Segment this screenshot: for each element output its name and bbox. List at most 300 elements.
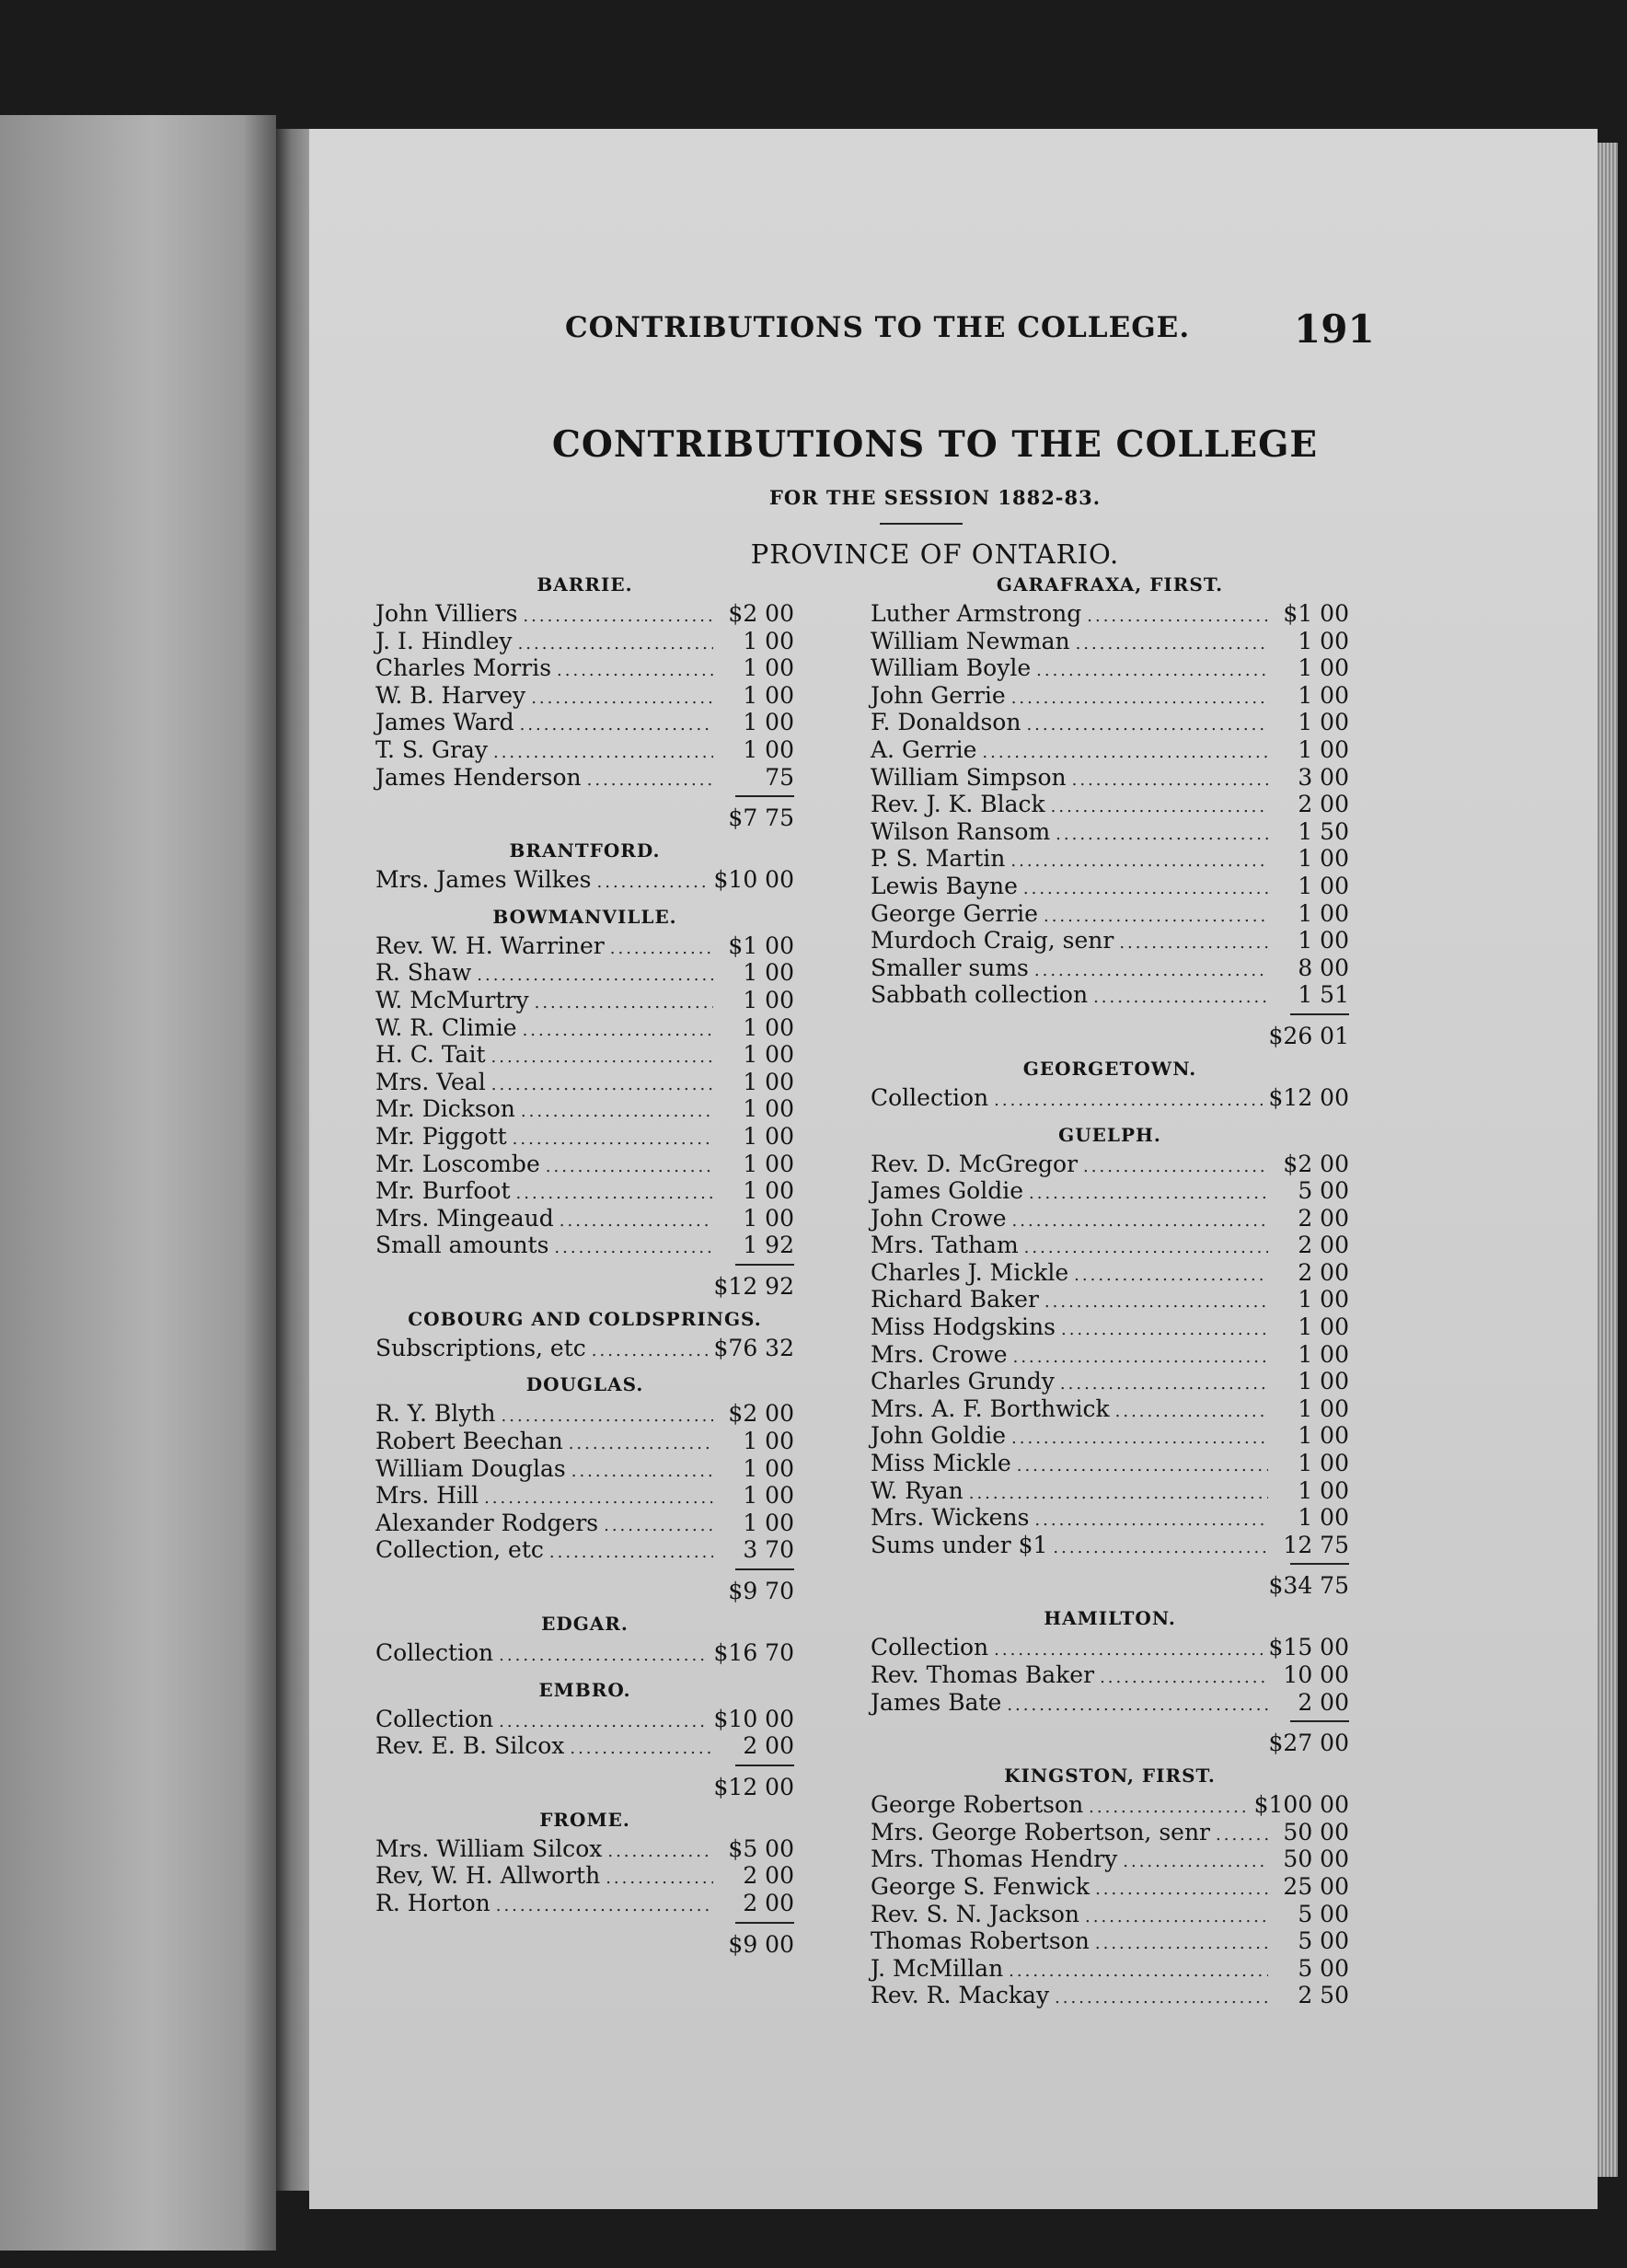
contribution-amount: 1 00 bbox=[1298, 1313, 1349, 1341]
contributor-name: R. Shaw bbox=[375, 959, 472, 987]
contribution-amount: 2 00 bbox=[1298, 791, 1349, 818]
section-heading: BARRIE. bbox=[537, 573, 633, 596]
contribution-row bbox=[871, 1151, 1349, 1178]
contribution-amount: 2 00 bbox=[743, 1862, 794, 1890]
contribution-amount: 1 00 bbox=[1298, 1394, 1349, 1422]
contribution-amount: 5 00 bbox=[1298, 1900, 1349, 1927]
contribution-amount: $2 00 bbox=[728, 600, 794, 627]
section-total: $26 01 bbox=[1268, 1022, 1349, 1049]
contribution-amount: 2 00 bbox=[1298, 1688, 1349, 1716]
contribution-row bbox=[871, 1205, 1349, 1232]
running-head: CONTRIBUTIONS TO THE COLLEGE. bbox=[565, 311, 1191, 344]
total-rule bbox=[871, 1558, 1349, 1569]
section-total: $27 00 bbox=[1268, 1730, 1349, 1757]
contribution-row bbox=[871, 1450, 1349, 1477]
total-rule bbox=[375, 1259, 794, 1270]
contribution-amount: 1 00 bbox=[743, 1122, 794, 1150]
contributor-name: John Villiers bbox=[375, 600, 518, 627]
contribution-amount: 1 00 bbox=[743, 1041, 794, 1069]
contribution-amount: 2 00 bbox=[743, 1732, 794, 1760]
contribution-amount: 1 00 bbox=[1298, 1422, 1349, 1450]
dot-leader bbox=[1115, 1398, 1268, 1426]
contributor-name: R. Horton bbox=[375, 1890, 490, 1916]
contribution-amount: $10 00 bbox=[713, 1705, 794, 1732]
contributor-name: Rev. W. H. Warriner bbox=[375, 932, 605, 959]
contribution-row bbox=[375, 1428, 794, 1455]
contribution-amount: 1 00 bbox=[743, 986, 794, 1013]
contributor-name: Collection bbox=[375, 1705, 494, 1732]
session-subtitle: FOR THE SESSION 1882-83. bbox=[768, 486, 1102, 509]
contribution-amount: 5 00 bbox=[1298, 1927, 1349, 1955]
contribution-row bbox=[871, 736, 1349, 764]
contribution-row bbox=[375, 1890, 794, 1917]
dot-leader bbox=[1036, 657, 1268, 685]
section-heading: COBOURG AND COLDSPRINGS. bbox=[408, 1307, 762, 1330]
contribution-row bbox=[871, 1819, 1349, 1846]
contribution-row bbox=[375, 1014, 794, 1042]
page-edges bbox=[1598, 143, 1618, 2177]
contributor-name: Mrs. A. F. Borthwick bbox=[871, 1394, 1110, 1422]
contribution-amount: 1 00 bbox=[1298, 709, 1349, 736]
contributor-name: Collection bbox=[871, 1634, 989, 1661]
total-rule bbox=[375, 1917, 794, 1928]
contribution-amount: 1 92 bbox=[743, 1232, 794, 1259]
dot-leader bbox=[1010, 848, 1268, 875]
contribution-row bbox=[871, 981, 1349, 1009]
dot-leader bbox=[531, 685, 713, 712]
dot-leader bbox=[518, 631, 713, 658]
contributor-name: Mrs. James Wilkes bbox=[375, 866, 592, 894]
contribution-row bbox=[871, 1313, 1349, 1341]
contributor-name: Mr. Dickson bbox=[375, 1095, 515, 1123]
contributor-name: Sabbath collection bbox=[871, 981, 1089, 1009]
contributor-name: W. B. Harvey bbox=[375, 681, 526, 709]
contribution-amount: 1 00 bbox=[743, 1454, 794, 1482]
contribution-row bbox=[871, 1634, 1349, 1661]
contribution-row bbox=[375, 987, 794, 1014]
contribution-row bbox=[871, 1532, 1349, 1559]
contributor-name: Miss Hodgskins bbox=[871, 1313, 1056, 1341]
contribution-amount: 12 75 bbox=[1283, 1531, 1349, 1558]
contribution-amount: 2 00 bbox=[1298, 1204, 1349, 1232]
contribution-row bbox=[871, 1661, 1349, 1689]
contributor-name: Rev. Thomas Baker bbox=[871, 1661, 1095, 1688]
dot-leader bbox=[523, 603, 713, 631]
contributor-name: Charles Grundy bbox=[871, 1368, 1055, 1395]
section-total: $12 92 bbox=[713, 1272, 794, 1300]
contributor-name: Mrs. William Silcox bbox=[375, 1834, 603, 1862]
contributor-name: Collection bbox=[375, 1639, 494, 1667]
contribution-row bbox=[375, 600, 794, 628]
contribution-amount: 50 00 bbox=[1283, 1846, 1349, 1873]
contributor-name: James Ward bbox=[375, 709, 514, 736]
contributor-name: Mrs. Crowe bbox=[871, 1340, 1008, 1368]
contribution-amount: $5 00 bbox=[728, 1834, 794, 1862]
dot-leader bbox=[606, 1865, 713, 1892]
contribution-amount: 1 00 bbox=[743, 1068, 794, 1095]
contribution-amount: $76 32 bbox=[713, 1334, 794, 1361]
contribution-amount: 1 00 bbox=[743, 1428, 794, 1455]
dot-leader bbox=[1023, 875, 1268, 903]
dot-leader bbox=[1029, 1180, 1268, 1208]
contributor-name: Rev. R. Mackay bbox=[871, 1982, 1050, 2009]
total-rule bbox=[871, 1716, 1349, 1727]
dot-leader bbox=[1085, 1904, 1268, 1931]
contributor-name: P. S. Martin bbox=[871, 845, 1006, 873]
contribution-row bbox=[375, 1041, 794, 1069]
contribution-amount: 2 00 bbox=[1298, 1258, 1349, 1286]
contributor-name: Mrs. Thomas Hendry bbox=[871, 1846, 1118, 1873]
contributor-name: Wilson Ransom bbox=[871, 817, 1051, 845]
contributor-name: W. Ryan bbox=[871, 1476, 964, 1504]
dot-leader bbox=[1026, 712, 1268, 739]
dot-leader bbox=[520, 712, 713, 739]
dot-leader bbox=[571, 1458, 713, 1486]
dot-leader bbox=[1119, 930, 1268, 957]
total-rule bbox=[871, 1009, 1349, 1020]
contribution-amount: 1 00 bbox=[743, 1177, 794, 1205]
contribution-amount: 1 00 bbox=[743, 709, 794, 736]
dot-leader bbox=[1044, 1289, 1268, 1316]
contribution-row bbox=[871, 927, 1349, 955]
facing-page bbox=[0, 115, 276, 2251]
contribution-amount: $15 00 bbox=[1268, 1634, 1349, 1661]
contributor-name: Luther Armstrong bbox=[871, 600, 1082, 627]
section-heading: GUELPH. bbox=[1058, 1123, 1161, 1146]
contribution-row bbox=[375, 1400, 794, 1428]
dot-leader bbox=[1024, 1234, 1268, 1262]
section-total: $7 75 bbox=[728, 804, 794, 832]
section-heading: DOUGLAS. bbox=[525, 1373, 644, 1396]
total-rule bbox=[375, 791, 794, 802]
contribution-row bbox=[871, 900, 1349, 928]
contribution-amount: 1 00 bbox=[743, 1204, 794, 1232]
total-rule bbox=[375, 1760, 794, 1771]
contribution-row bbox=[375, 709, 794, 736]
left-column bbox=[375, 569, 794, 1961]
contribution-amount: 2 50 bbox=[1298, 1982, 1349, 2009]
dot-leader bbox=[496, 1892, 713, 1920]
contribution-amount: $2 00 bbox=[1283, 1150, 1349, 1177]
dot-leader bbox=[1089, 1794, 1248, 1822]
contributor-name: Rev. J. K. Black bbox=[871, 791, 1045, 818]
contribution-row bbox=[375, 866, 794, 894]
contribution-row bbox=[375, 1095, 794, 1123]
contributor-name: Rev. E. B. Silcox bbox=[375, 1732, 565, 1760]
dot-leader bbox=[1017, 1452, 1268, 1480]
contribution-row bbox=[871, 764, 1349, 792]
contributor-name: R. Y. Blyth bbox=[375, 1400, 496, 1428]
contributor-name: W. McMurtry bbox=[375, 986, 529, 1013]
section-heading: GARAFRAXA, FIRST. bbox=[996, 573, 1224, 596]
contribution-amount: $16 70 bbox=[713, 1639, 794, 1667]
dot-leader bbox=[1072, 767, 1268, 794]
contribution-amount: 75 bbox=[765, 763, 794, 791]
contribution-amount: 3 00 bbox=[1298, 763, 1349, 791]
contribution-amount: 1 50 bbox=[1298, 817, 1349, 845]
title-rule bbox=[880, 523, 963, 525]
dot-leader bbox=[1053, 1534, 1268, 1562]
contribution-row bbox=[375, 1335, 794, 1362]
book-page bbox=[309, 129, 1598, 2209]
contribution-amount: 1 00 bbox=[1298, 681, 1349, 709]
contributor-name: Small amounts bbox=[375, 1232, 549, 1259]
dot-leader bbox=[535, 989, 713, 1017]
section-heading: HAMILTON. bbox=[1044, 1607, 1176, 1630]
contribution-amount: 1 00 bbox=[743, 959, 794, 987]
contribution-amount: 1 00 bbox=[1298, 627, 1349, 654]
dot-leader bbox=[521, 1098, 713, 1126]
contribution-row bbox=[375, 654, 794, 682]
dot-leader bbox=[982, 739, 1268, 767]
contribution-row bbox=[375, 1455, 794, 1483]
contributor-name: Smaller sums bbox=[871, 954, 1029, 981]
dot-leader bbox=[1061, 1316, 1268, 1344]
contribution-row bbox=[871, 1084, 1349, 1112]
contribution-row bbox=[871, 873, 1349, 900]
contributor-name: Rev. D. McGregor bbox=[871, 1150, 1079, 1177]
book-gutter bbox=[276, 129, 309, 2191]
contribution-amount: 1 00 bbox=[1298, 845, 1349, 873]
contributor-name: Mr. Loscombe bbox=[375, 1150, 540, 1177]
contribution-amount: 1 00 bbox=[1298, 1450, 1349, 1477]
contributor-name: William Simpson bbox=[871, 763, 1067, 791]
contribution-row bbox=[871, 1982, 1349, 2009]
contribution-row bbox=[871, 600, 1349, 628]
contribution-amount: 1 00 bbox=[1298, 1340, 1349, 1368]
contributor-name: Alexander Rodgers bbox=[375, 1509, 599, 1536]
contribution-row bbox=[375, 959, 794, 987]
contribution-row bbox=[375, 1835, 794, 1863]
dot-leader bbox=[994, 1087, 1263, 1115]
contribution-amount: 1 00 bbox=[1298, 735, 1349, 763]
section-total: $9 00 bbox=[728, 1930, 794, 1958]
dot-leader bbox=[554, 1234, 713, 1262]
dot-leader bbox=[1009, 1958, 1268, 1985]
contribution-row bbox=[871, 709, 1349, 736]
contributor-name: Richard Baker bbox=[871, 1286, 1039, 1313]
contribution-amount: 1 00 bbox=[743, 735, 794, 763]
section-heading: EDGAR. bbox=[541, 1613, 629, 1636]
contributor-name: Subscriptions, etc bbox=[375, 1334, 586, 1361]
contribution-row bbox=[871, 1846, 1349, 1873]
dot-leader bbox=[1044, 903, 1268, 931]
province-heading: PROVINCE OF ONTARIO. bbox=[750, 538, 1120, 570]
section-total: $12 00 bbox=[713, 1773, 794, 1800]
contributor-name: Rev. S. N. Jackson bbox=[871, 1900, 1080, 1927]
contribution-row bbox=[375, 1536, 794, 1564]
dot-leader bbox=[523, 1017, 713, 1045]
contribution-amount: 1 00 bbox=[1298, 1368, 1349, 1395]
contributor-name: Charles Morris bbox=[375, 654, 552, 682]
dot-leader bbox=[1060, 1371, 1268, 1398]
contributor-name: Lewis Bayne bbox=[871, 872, 1018, 899]
contribution-row bbox=[871, 791, 1349, 818]
contributor-name: W. R. Climie bbox=[375, 1013, 517, 1041]
dot-leader bbox=[549, 1539, 713, 1567]
contribution-row bbox=[375, 1205, 794, 1232]
dot-leader bbox=[587, 767, 713, 794]
dot-leader bbox=[1007, 1692, 1268, 1719]
dot-leader bbox=[499, 1708, 708, 1736]
dot-leader bbox=[1093, 984, 1268, 1012]
contribution-amount: 10 00 bbox=[1283, 1661, 1349, 1688]
contribution-row bbox=[375, 1706, 794, 1733]
contribution-row bbox=[871, 682, 1349, 710]
contributor-name: Miss Mickle bbox=[871, 1450, 1011, 1477]
dot-leader bbox=[1034, 957, 1268, 985]
section-gap bbox=[375, 1361, 794, 1369]
contributor-name: George Robertson bbox=[871, 1791, 1084, 1819]
contribution-amount: 1 00 bbox=[1298, 927, 1349, 955]
dot-leader bbox=[1034, 1507, 1268, 1534]
contribution-row bbox=[871, 1341, 1349, 1369]
contribution-row bbox=[871, 1259, 1349, 1287]
contribution-amount: 1 00 bbox=[1298, 899, 1349, 927]
section-heading: BOWMANVILLE. bbox=[492, 905, 677, 928]
dot-leader bbox=[516, 1180, 713, 1208]
contribution-row bbox=[871, 1177, 1349, 1205]
dot-leader bbox=[513, 1126, 713, 1153]
contribution-row bbox=[871, 1927, 1349, 1955]
contribution-row bbox=[375, 1177, 794, 1205]
contribution-row bbox=[871, 955, 1349, 982]
dot-leader bbox=[1095, 1930, 1268, 1958]
contribution-amount: 1 51 bbox=[1298, 981, 1349, 1009]
dot-leader bbox=[1076, 631, 1268, 658]
contribution-row bbox=[871, 628, 1349, 655]
dot-leader bbox=[969, 1480, 1268, 1508]
contribution-row bbox=[375, 1862, 794, 1890]
contribution-row bbox=[375, 1069, 794, 1096]
contribution-row bbox=[871, 1232, 1349, 1259]
contributor-name: Thomas Robertson bbox=[871, 1927, 1090, 1955]
contribution-amount: 1 00 bbox=[743, 1013, 794, 1041]
contribution-row bbox=[375, 682, 794, 710]
dot-leader bbox=[1083, 1153, 1268, 1181]
contribution-amount: 1 00 bbox=[743, 681, 794, 709]
contribution-row bbox=[375, 1510, 794, 1537]
dot-leader bbox=[484, 1485, 713, 1512]
contributor-name: James Henderson bbox=[375, 763, 582, 791]
dot-leader bbox=[1216, 1822, 1268, 1849]
contribution-row bbox=[871, 845, 1349, 873]
contribution-row bbox=[871, 1791, 1349, 1819]
section-heading: KINGSTON, FIRST. bbox=[1004, 1765, 1216, 1788]
section-total: $9 70 bbox=[728, 1578, 794, 1605]
contribution-row bbox=[871, 1689, 1349, 1717]
contribution-row bbox=[375, 1151, 794, 1178]
contributor-name: George S. Fenwick bbox=[871, 1872, 1090, 1900]
contributor-name: J. I. Hindley bbox=[375, 627, 513, 654]
dot-leader bbox=[570, 1735, 713, 1763]
dot-leader bbox=[1100, 1664, 1268, 1692]
contribution-amount: 5 00 bbox=[1298, 1177, 1349, 1205]
contribution-amount: $2 00 bbox=[728, 1400, 794, 1428]
contributor-name: J. McMillan bbox=[871, 1954, 1004, 1982]
contribution-row bbox=[871, 654, 1349, 682]
dot-leader bbox=[607, 1838, 713, 1866]
dot-leader bbox=[493, 739, 713, 767]
page-number: 191 bbox=[1294, 307, 1375, 352]
dot-leader bbox=[1087, 603, 1268, 631]
dot-leader bbox=[1095, 1876, 1268, 1904]
contribution-amount: 1 00 bbox=[743, 627, 794, 654]
contributor-name: Mrs. Mingeaud bbox=[375, 1204, 554, 1232]
contribution-row bbox=[871, 1873, 1349, 1901]
contribution-row bbox=[871, 1286, 1349, 1313]
contributor-name: Collection bbox=[871, 1083, 989, 1111]
contribution-row bbox=[871, 1422, 1349, 1450]
contribution-amount: 3 70 bbox=[743, 1536, 794, 1564]
dot-leader bbox=[1074, 1262, 1268, 1290]
dot-leader bbox=[1051, 793, 1268, 821]
dot-leader bbox=[1056, 821, 1268, 849]
contribution-row bbox=[375, 628, 794, 655]
contributor-name: Mrs. Tatham bbox=[871, 1232, 1019, 1259]
contribution-row bbox=[375, 1232, 794, 1259]
contributor-name: Murdoch Craig, senr bbox=[871, 927, 1114, 955]
contribution-amount: 1 00 bbox=[1298, 872, 1349, 899]
section-heading: BRANTFORD. bbox=[509, 839, 661, 862]
contributor-name: James Goldie bbox=[871, 1177, 1024, 1205]
contribution-amount: 1 00 bbox=[1298, 1476, 1349, 1504]
dot-leader bbox=[1012, 1208, 1268, 1235]
contribution-amount: 8 00 bbox=[1298, 954, 1349, 981]
contribution-amount: $1 00 bbox=[1283, 600, 1349, 627]
contribution-amount: 1 00 bbox=[743, 1482, 794, 1510]
contribution-amount: 25 00 bbox=[1283, 1872, 1349, 1900]
dot-leader bbox=[1013, 1344, 1268, 1371]
contribution-row bbox=[871, 1901, 1349, 1928]
contributor-name: Collection, etc bbox=[375, 1536, 544, 1564]
total-rule bbox=[375, 1564, 794, 1575]
section-heading: EMBRO. bbox=[538, 1678, 631, 1701]
dot-leader bbox=[1055, 1984, 1268, 2012]
contributor-name: F. Donaldson bbox=[871, 709, 1021, 736]
contribution-row bbox=[375, 932, 794, 960]
contribution-amount: 1 00 bbox=[743, 1095, 794, 1123]
contributor-name: George Gerrie bbox=[871, 899, 1038, 927]
contribution-amount: $12 00 bbox=[1268, 1083, 1349, 1111]
dot-leader bbox=[569, 1430, 713, 1458]
contributor-name: Mrs. George Robertson, senr bbox=[871, 1818, 1211, 1846]
contribution-row bbox=[871, 1955, 1349, 1983]
contribution-row bbox=[871, 1368, 1349, 1395]
contributor-name: William Boyle bbox=[871, 654, 1032, 682]
contribution-row bbox=[871, 1504, 1349, 1532]
contribution-row bbox=[375, 1639, 794, 1667]
contribution-amount: 5 00 bbox=[1298, 1954, 1349, 1982]
dot-leader bbox=[491, 1044, 713, 1071]
contribution-amount: 1 00 bbox=[1298, 1504, 1349, 1532]
contributor-name: Mrs. Veal bbox=[375, 1068, 486, 1095]
contributor-name: Mrs. Hill bbox=[375, 1482, 479, 1510]
dot-leader bbox=[491, 1071, 713, 1099]
contribution-row bbox=[375, 1732, 794, 1760]
contributor-name: H. C. Tait bbox=[375, 1041, 486, 1069]
dot-leader bbox=[1011, 1425, 1268, 1452]
contribution-amount: 2 00 bbox=[743, 1890, 794, 1916]
contribution-amount: 1 00 bbox=[743, 1509, 794, 1536]
contributor-name: John Goldie bbox=[871, 1422, 1007, 1450]
contributor-name: T. S. Gray bbox=[375, 735, 488, 763]
contributor-name: Mrs. Wickens bbox=[871, 1504, 1030, 1532]
contribution-row bbox=[871, 1477, 1349, 1505]
section-total: $34 75 bbox=[1268, 1572, 1349, 1600]
contributor-name: Charles J. Mickle bbox=[871, 1258, 1069, 1286]
dot-leader bbox=[592, 1337, 709, 1365]
